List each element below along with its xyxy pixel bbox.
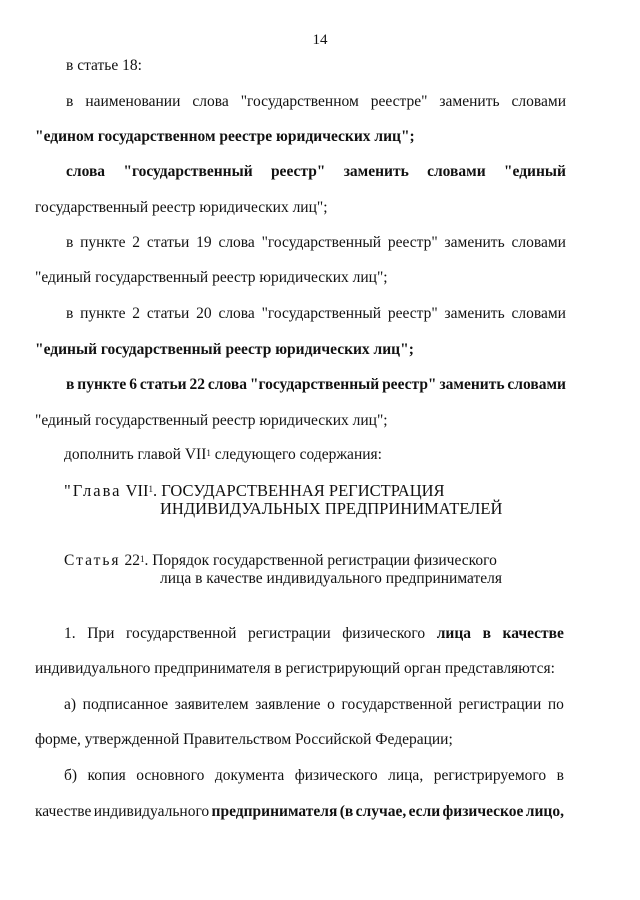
word: предпринимателя xyxy=(211,803,338,820)
word: основного xyxy=(136,767,205,784)
text-line xyxy=(66,93,566,111)
word: в xyxy=(66,305,74,322)
word: заменить xyxy=(444,234,505,251)
chapter-title: . ГОСУДАРСТВЕННАЯ РЕГИСТРАЦИЯ xyxy=(153,481,445,500)
text-line: индивидуального предпринимателя в регистрирующий орган представляются: xyxy=(35,660,555,677)
word: качестве xyxy=(35,803,92,820)
superscript: 1 xyxy=(206,448,211,458)
word: 22 xyxy=(189,376,206,393)
text-line: государственный реестр юридических лиц"; xyxy=(35,199,328,216)
article-label: Статья xyxy=(64,552,121,569)
page-number: 14 xyxy=(312,32,328,48)
word: пункте xyxy=(80,234,126,251)
text-line: "единый государственный реестр юридических лиц"; xyxy=(35,341,414,358)
text-line xyxy=(64,446,382,464)
word: "государственный xyxy=(261,234,382,251)
text-line xyxy=(64,625,564,643)
word: статьи xyxy=(146,305,190,322)
text-line: форме, утвержденной Правительством Российской Федерации; xyxy=(35,731,453,748)
word: по xyxy=(547,696,564,713)
word: в xyxy=(66,376,75,393)
word: документа xyxy=(214,767,285,784)
text-line xyxy=(66,376,566,394)
text-line: "единый государственный реестр юридических лиц"; xyxy=(35,269,388,286)
word: копия xyxy=(87,767,126,784)
word: в xyxy=(66,234,74,251)
word: 1. xyxy=(64,625,76,642)
word: б) xyxy=(64,767,78,784)
word: государственной xyxy=(341,696,452,713)
word: (в xyxy=(339,803,354,820)
word: слова xyxy=(66,163,106,180)
word: заменить xyxy=(439,93,500,110)
word: заменить xyxy=(343,163,409,180)
word: если xyxy=(408,803,441,820)
word: качестве xyxy=(502,625,564,642)
word: подписанное xyxy=(82,696,169,713)
article-title: . Порядок государственной регистрации физического xyxy=(144,552,497,569)
word: о xyxy=(327,696,335,713)
superscript: 1 xyxy=(148,484,154,494)
word: 2 xyxy=(132,234,141,251)
word: а) xyxy=(64,696,77,713)
word: 6 xyxy=(129,376,137,393)
word: наименовании xyxy=(85,93,181,110)
word: словами xyxy=(511,234,566,251)
word: реестр" xyxy=(387,305,438,322)
text-fragment: следующего содержания: xyxy=(210,446,382,463)
word: реестр" xyxy=(387,234,438,251)
word: пункте xyxy=(80,305,126,322)
word: физического xyxy=(342,625,426,642)
word: в xyxy=(66,93,74,110)
word: слова xyxy=(218,305,255,322)
word: "государственный xyxy=(249,376,380,393)
text-line: "едином государственном реестре юридических лиц"; xyxy=(35,128,415,145)
word: регистрируемого xyxy=(433,767,547,784)
word: государственной xyxy=(126,625,237,642)
word: лица xyxy=(436,625,472,642)
word: статьи xyxy=(139,376,187,393)
text-line xyxy=(66,163,566,181)
word: 20 xyxy=(196,305,212,322)
word: "государственный xyxy=(261,305,382,322)
word: реестр" xyxy=(382,376,437,393)
word: 19 xyxy=(196,234,212,251)
word: физического xyxy=(294,767,378,784)
word: лица, xyxy=(388,767,424,784)
chapter-number: VII xyxy=(121,481,149,500)
word: слова xyxy=(207,376,247,393)
word: заявление xyxy=(255,696,321,713)
text-line xyxy=(64,696,564,714)
superscript: 1 xyxy=(139,554,145,564)
word: статьи xyxy=(146,234,190,251)
chapter-label: "Глава xyxy=(64,481,122,500)
word: реестре" xyxy=(370,93,428,110)
word: словами xyxy=(511,305,566,322)
text-fragment: дополнить главой VII xyxy=(64,446,207,463)
word: регистрации xyxy=(458,696,542,713)
word: "государственный xyxy=(123,163,253,180)
word: "государственном xyxy=(240,93,359,110)
word: физическое xyxy=(442,803,524,820)
chapter-heading xyxy=(64,481,445,501)
word: заменить xyxy=(444,305,505,322)
word: пункте xyxy=(77,376,127,393)
word: случае, xyxy=(355,803,407,820)
article-heading xyxy=(64,552,497,570)
word: заменить xyxy=(439,376,505,393)
text-line xyxy=(66,234,566,252)
article-number: 22 xyxy=(120,552,140,569)
word: словами xyxy=(507,376,566,393)
word: лицо, xyxy=(525,803,564,820)
text-line xyxy=(66,305,566,323)
word: в xyxy=(482,625,491,642)
article-heading-line-2: лица в качестве индивидуального предпринимателя xyxy=(160,570,503,587)
word: индивидуального xyxy=(93,803,210,820)
text-line: в статье 18: xyxy=(66,57,142,74)
word: заявителем xyxy=(174,696,249,713)
text-line: "единый государственный реестр юридических лиц"; xyxy=(35,412,388,429)
word: регистрации xyxy=(248,625,331,642)
word: При xyxy=(87,625,115,642)
word: словами xyxy=(427,163,486,180)
word: в xyxy=(556,767,564,784)
chapter-heading-line-2: ИНДИВИДУАЛЬНЫХ ПРЕДПРИНИМАТЕЛЕЙ xyxy=(160,499,503,518)
word: 2 xyxy=(132,305,141,322)
word: "единый xyxy=(503,163,566,180)
word: реестр" xyxy=(270,163,326,180)
word: слова xyxy=(218,234,255,251)
word: слова xyxy=(192,93,229,110)
text-line xyxy=(35,803,564,821)
text-line xyxy=(64,767,564,785)
word: словами xyxy=(511,93,566,110)
